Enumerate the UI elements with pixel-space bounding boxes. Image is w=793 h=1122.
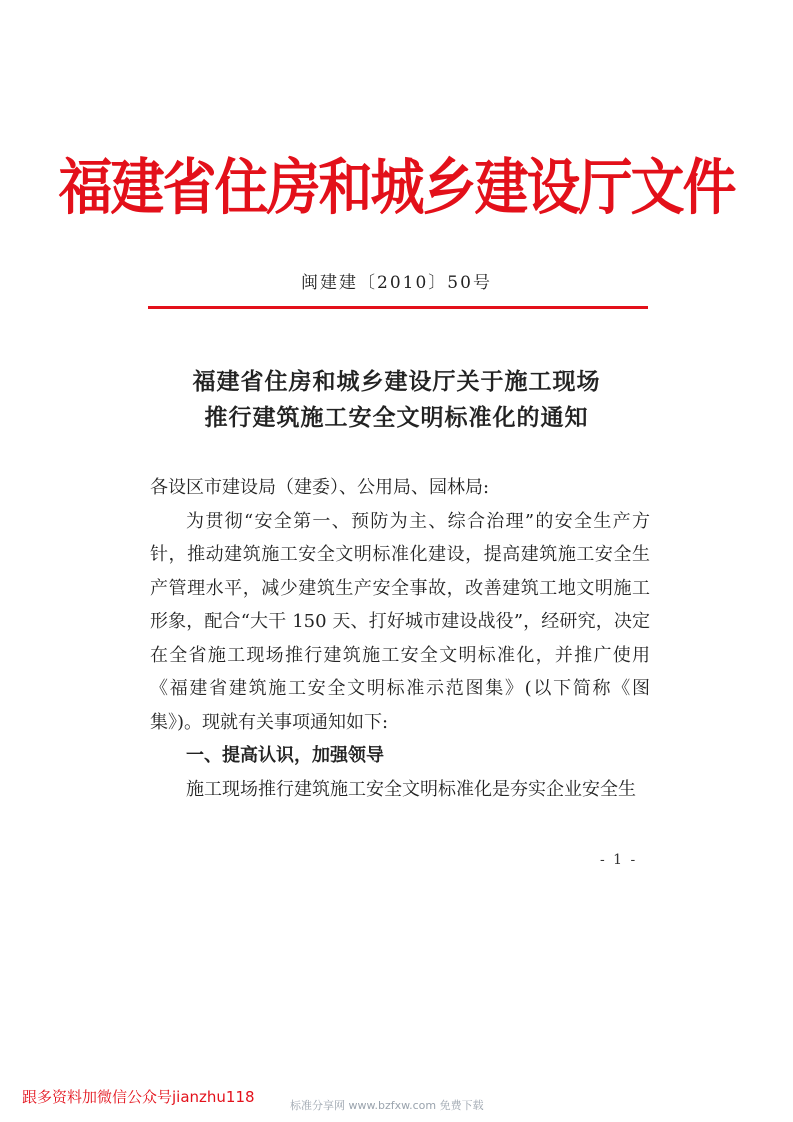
notice-title-line-2: 推行建筑施工安全文明标准化的通知 — [204, 405, 589, 431]
paragraph-section-1: 施工现场推行建筑施工安全文明标准化是夯实企业安全生 — [186, 778, 636, 800]
document-number: 闽建建〔2010〕50号 — [301, 273, 492, 293]
salutation: 各设区市建设局（建委）、公用局、园林局: — [150, 477, 490, 498]
document-body — [150, 471, 650, 806]
footer-promo-text: 跟多资料加微信公众号jianzhu118 — [22, 1088, 255, 1106]
notice-title-line-1: 福建省住房和城乡建设厅关于施工现场 — [192, 369, 601, 395]
section-heading-1: 一、提高认识，加强领导 — [186, 745, 384, 766]
paragraph-intro: 为贯彻“安全第一、预防为主、综合治理”的安全生产方针，推动建筑施工安全文明标准化建设，提高建筑施工安全生产管理水平，减少建筑生产安全事故，改善建筑工地文明施工形象，配合“大干 150 天、打好城市建设战役”，经研究，决定在全省施工现场推行建筑施工安全文明标准化，并推广使用《福建省建筑施工安全文明标准示范图集》(以下简称《图集》)。现就有关事项通知如下: — [150, 510, 650, 733]
page-number: - 1 - — [600, 852, 638, 868]
red-divider-line — [148, 306, 648, 309]
footer-watermark-text: 标准分享网 www.bzfxw.com 免费下载 — [290, 1099, 484, 1112]
notice-title — [0, 364, 793, 436]
masthead-title: 福建省住房和城乡建设厅文件 — [58, 151, 735, 223]
